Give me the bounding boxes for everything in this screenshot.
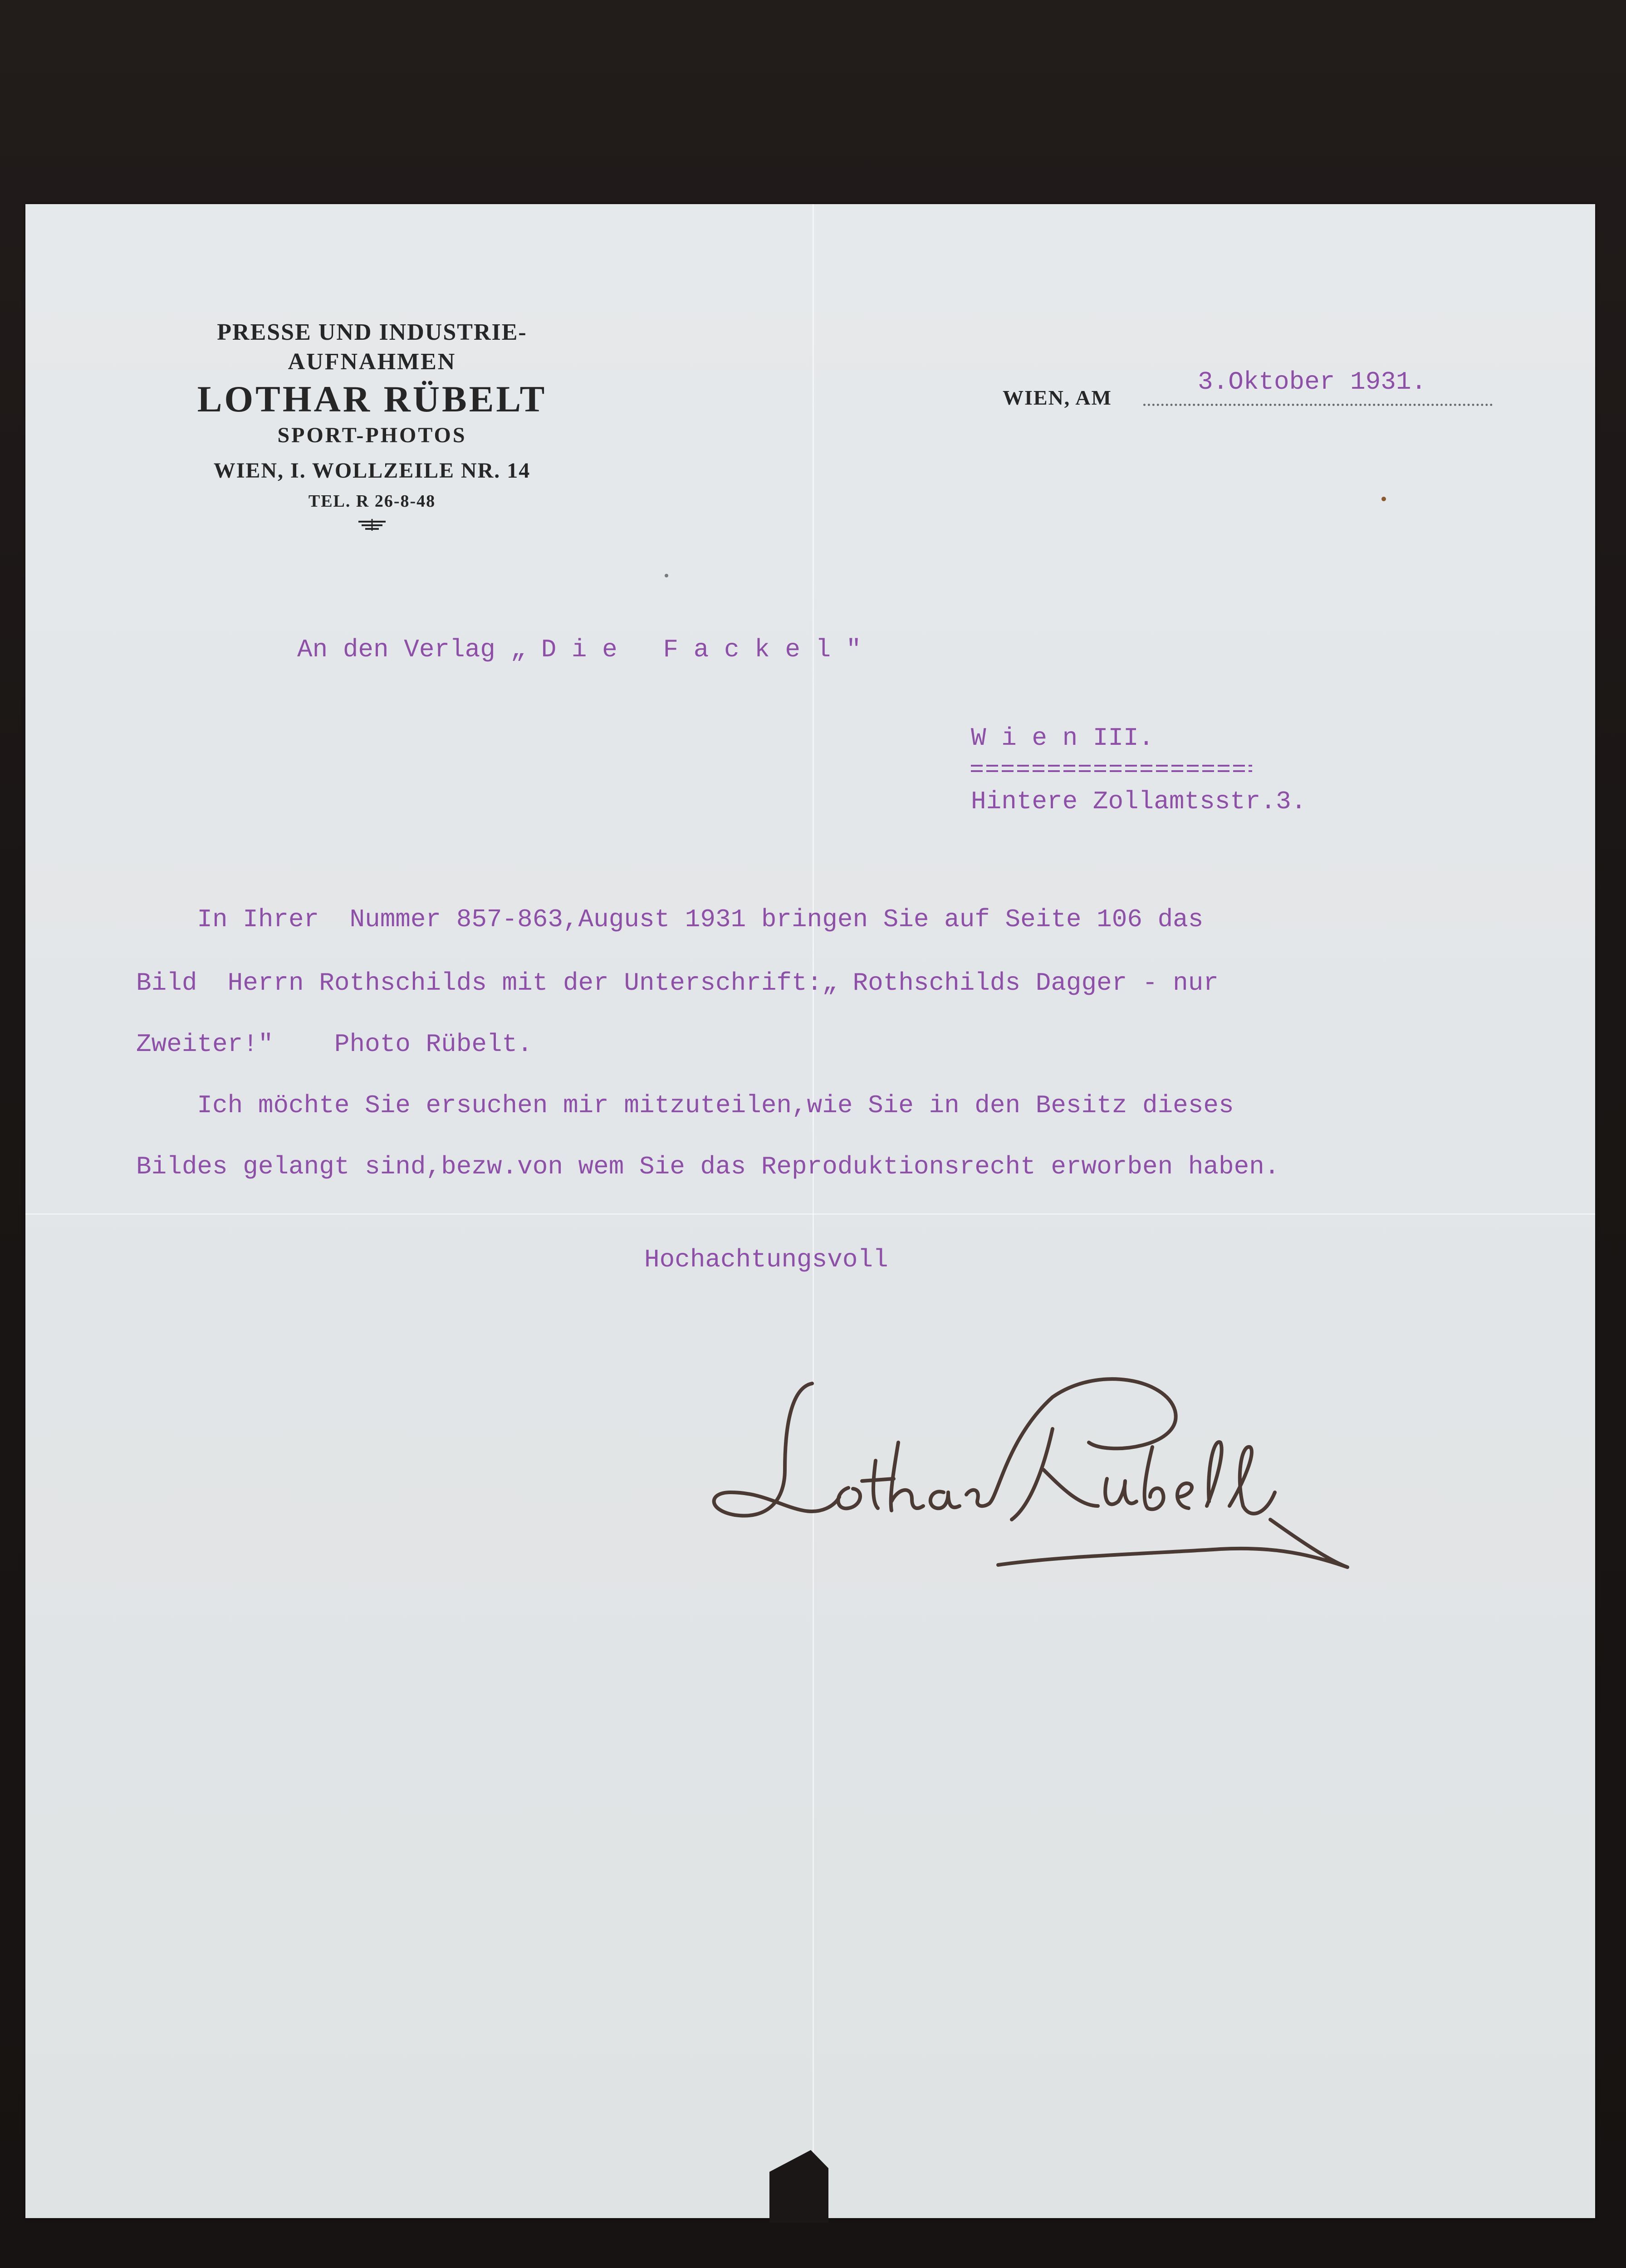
closing-text: Hochachtungsvoll xyxy=(644,1245,888,1274)
date-dotted-line xyxy=(1143,404,1493,406)
body-paragraph1-line3: Zweiter!" Photo Rübelt. xyxy=(136,1030,533,1059)
city-double-underline xyxy=(971,762,1252,776)
letterhead-address: WIEN, I. WOLLZEILE NR. 14 xyxy=(213,459,531,483)
handwritten-signature xyxy=(699,1370,1361,1606)
torn-notch xyxy=(769,2150,828,2223)
recipient-line: An den Verlag „ D i e F a c k e l " xyxy=(297,635,862,664)
letterhead xyxy=(113,318,631,532)
ornament-icon xyxy=(356,518,388,532)
body-paragraph2-line1: Ich möchte Sie ersuchen mir mitzuteilen,wie Sie in den Besitz dieses xyxy=(136,1091,1234,1120)
letterhead-line1: PRESSE UND INDUSTRIE- xyxy=(217,319,527,345)
body-paragraph1-line2: Bild Herrn Rothschilds mit der Unterschrift:„ Rothschilds Dagger - nur xyxy=(136,968,1219,997)
letterhead-telephone: TEL. R 26-8-48 xyxy=(308,492,436,511)
body-paragraph1-line1: In Ihrer Nummer 857-863,August 1931 bringen Sie auf Seite 106 das xyxy=(136,905,1204,934)
horizontal-fold-crease xyxy=(25,1213,1595,1215)
letterhead-line2: AUFNAHMEN xyxy=(288,349,456,375)
letterhead-sport: SPORT-PHOTOS xyxy=(277,423,467,447)
letterhead-name: LOTHAR RÜBELT xyxy=(197,378,547,420)
recipient-city: W i e n III. xyxy=(971,723,1154,753)
date-text: 3.Oktober 1931. xyxy=(1198,367,1427,396)
ink-speck xyxy=(1381,497,1386,501)
vertical-fold-crease xyxy=(813,204,814,2218)
body-paragraph2-line2: Bildes gelangt sind,bezw.von wem Sie das Reproduktionsrecht erworben haben. xyxy=(136,1152,1280,1181)
ink-speck xyxy=(665,574,668,577)
place-label: WIEN, AM xyxy=(1003,386,1112,409)
recipient-street: Hintere Zollamtsstr.3. xyxy=(971,787,1307,816)
